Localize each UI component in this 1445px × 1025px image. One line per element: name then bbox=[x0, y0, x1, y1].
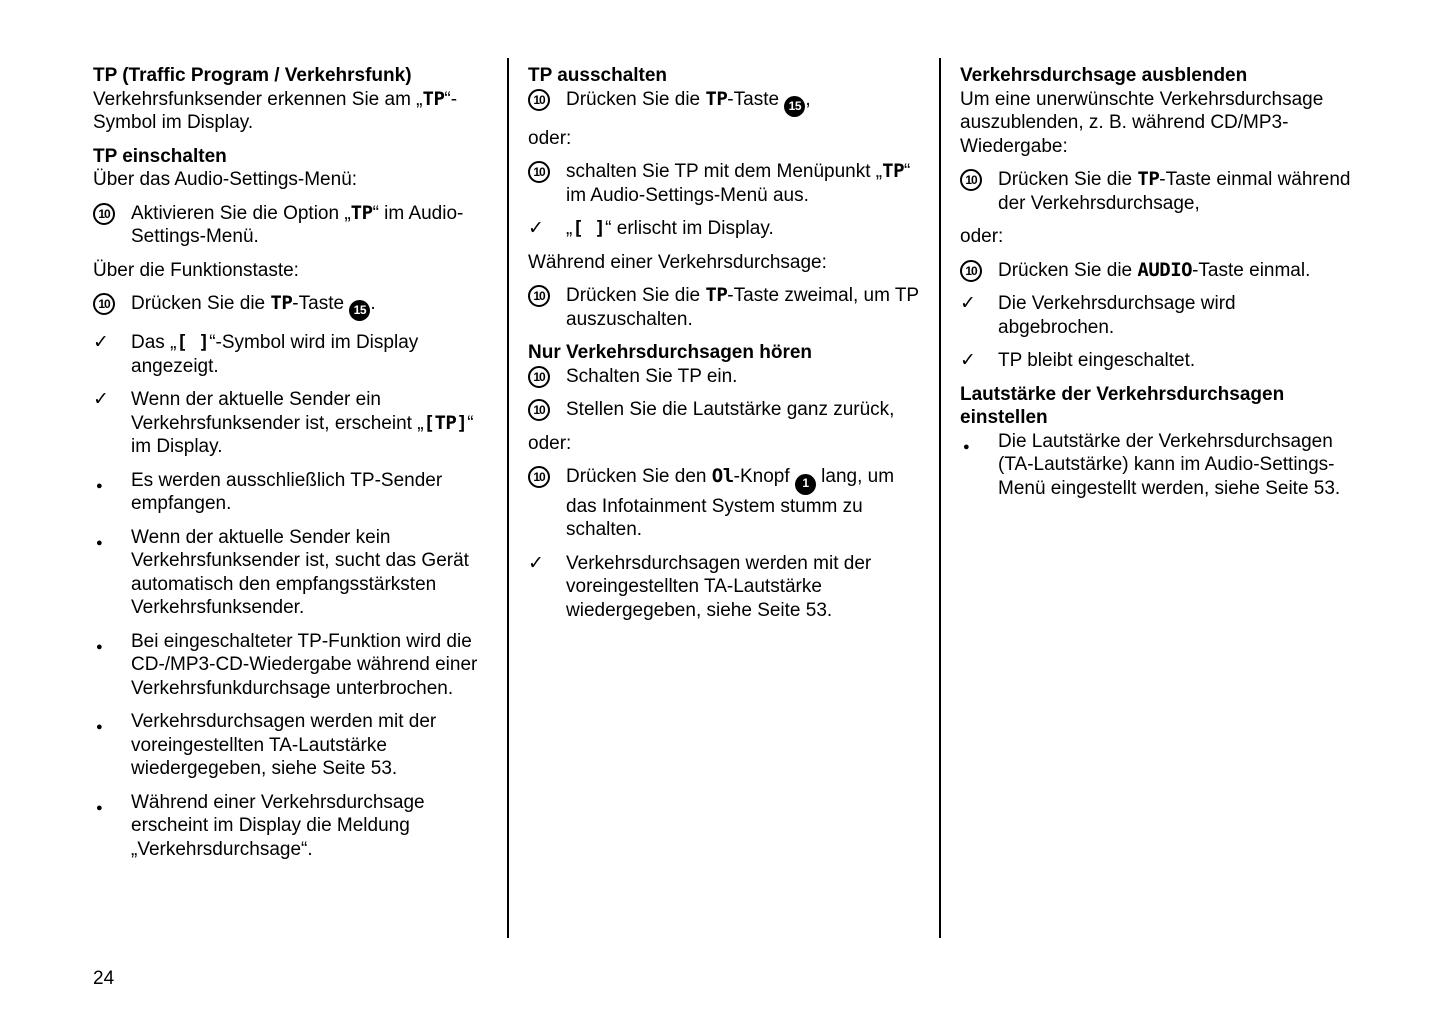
list-item-text bbox=[998, 168, 1354, 215]
list-item bbox=[528, 398, 922, 422]
list-item-text bbox=[566, 88, 922, 117]
list-item bbox=[93, 630, 487, 701]
bullet-icon: ● bbox=[96, 640, 103, 653]
column-divider bbox=[939, 58, 941, 938]
list-item-text bbox=[566, 160, 922, 207]
text-run: Drücken Sie die bbox=[566, 88, 706, 110]
list-item-text bbox=[131, 331, 487, 378]
column-1 bbox=[93, 54, 487, 871]
check-icon: ✓ bbox=[93, 332, 109, 354]
list-item bbox=[93, 331, 487, 378]
display-token: TP bbox=[1137, 168, 1160, 190]
bullet-icon: ● bbox=[96, 536, 103, 549]
display-token: TP bbox=[705, 284, 728, 307]
text-run: Wenn der aktuelle Sender kein Verkehrsfunksender ist, sucht das Gerät automatisch den empfangsstärksten Verkehrsfunksender. bbox=[131, 526, 469, 619]
display-token: [TP] bbox=[423, 411, 468, 434]
list-item-text bbox=[998, 430, 1354, 501]
page-number: 24 bbox=[93, 968, 115, 989]
text-run: TP einschalten bbox=[93, 145, 227, 167]
section-heading bbox=[960, 64, 1354, 88]
list-item-text bbox=[131, 630, 487, 701]
text-run: -Taste zweimal, um TP auszuschalten. bbox=[566, 285, 919, 330]
text-run: -Taste einmal. bbox=[1192, 259, 1311, 281]
section-heading bbox=[528, 341, 922, 365]
list-item-text bbox=[131, 526, 487, 620]
check-icon: ✓ bbox=[93, 389, 109, 411]
text-run: “ im Display. bbox=[131, 412, 474, 458]
paragraph bbox=[93, 88, 487, 135]
text-run: Wenn der aktuelle Sender ein Verkehrsfunksender ist, erscheint „ bbox=[131, 389, 424, 434]
list-item-text bbox=[566, 465, 922, 541]
text-run: . bbox=[370, 293, 376, 314]
list-item-text bbox=[131, 292, 487, 321]
list-item bbox=[93, 292, 487, 321]
list-item bbox=[528, 217, 922, 241]
bullet-icon: ● bbox=[96, 479, 103, 492]
text-run: Drücken Sie die bbox=[998, 169, 1138, 190]
callout-badge-icon: 1 bbox=[795, 474, 816, 495]
callout-10-icon: 10 bbox=[960, 169, 982, 191]
paragraph bbox=[93, 259, 487, 283]
text-run: -Knopf bbox=[733, 466, 795, 488]
section-heading bbox=[528, 64, 922, 88]
list-item-text bbox=[566, 217, 922, 241]
text-run: -Taste bbox=[292, 293, 350, 314]
list-item bbox=[93, 791, 487, 862]
text-run: Drücken Sie den bbox=[566, 466, 712, 488]
list-item-text bbox=[566, 398, 922, 422]
display-token: [ ] bbox=[176, 331, 210, 354]
list-item bbox=[960, 168, 1354, 215]
text-run: TP ausschalten bbox=[528, 65, 668, 86]
text-run: Schalten Sie TP ein. bbox=[566, 365, 738, 387]
text-run: Das „ bbox=[131, 332, 177, 354]
text-run: schalten Sie TP mit dem Menüpunkt „ bbox=[566, 161, 883, 183]
bullet-icon: ● bbox=[963, 440, 970, 453]
list-item bbox=[528, 160, 922, 207]
text-run: Drücken Sie die bbox=[566, 285, 706, 307]
text-run: Über das Audio-Settings-Menü: bbox=[93, 169, 358, 190]
display-token: TP bbox=[422, 87, 445, 110]
callout-10-icon: 10 bbox=[528, 89, 550, 111]
callout-10-icon: 10 bbox=[528, 285, 550, 307]
callout-10-icon: 10 bbox=[528, 161, 550, 183]
text-run: Verkehrsdurchsagen werden mit der voreingestellten TA-Lautstärke wiedergegeben, siehe Seite 53. bbox=[131, 711, 437, 780]
check-icon: ✓ bbox=[528, 218, 544, 240]
text-run: Es werden ausschließlich TP-Sender empfangen. bbox=[131, 469, 443, 515]
paragraph bbox=[93, 168, 487, 192]
text-run: Die Lautstärke der Verkehrsdurchsagen (TA-Lautstärke) kann im Audio-Settings-Menü eingestellt werden, siehe Seite 53. bbox=[998, 430, 1341, 499]
text-run: Während einer Verkehrsdurchsage erscheint im Display die Meldung „Verkehrsdurchsage“. bbox=[131, 791, 425, 860]
text-run: „ bbox=[566, 218, 573, 240]
callout-10-icon: 10 bbox=[93, 203, 115, 225]
list-item-text bbox=[566, 365, 922, 389]
text-run: “-Symbol wird im Display angezeigt. bbox=[131, 332, 419, 377]
display-token: AUDIO bbox=[1137, 258, 1193, 281]
text-run: Drücken Sie die bbox=[998, 259, 1138, 281]
callout-badge-icon: 15 bbox=[784, 96, 805, 117]
list-item-text bbox=[131, 388, 487, 459]
list-item-text bbox=[998, 349, 1354, 373]
display-token: TP bbox=[705, 87, 728, 110]
text-run: Die Verkehrsdurchsage wird abgebrochen. bbox=[998, 293, 1236, 338]
paragraph bbox=[528, 127, 922, 151]
column-2 bbox=[528, 54, 922, 632]
display-token: TP bbox=[882, 160, 905, 183]
list-item bbox=[960, 259, 1354, 283]
text-run: Während einer Verkehrsdurchsage: bbox=[528, 251, 827, 273]
callout-10-icon: 10 bbox=[528, 466, 550, 488]
text-run: “ erlischt im Display. bbox=[605, 218, 774, 240]
list-item bbox=[528, 552, 922, 623]
list-item-text bbox=[566, 284, 922, 331]
list-item bbox=[528, 88, 922, 117]
section-heading bbox=[93, 64, 487, 88]
list-item bbox=[93, 469, 487, 516]
paragraph bbox=[528, 432, 922, 456]
text-run: oder: bbox=[528, 432, 572, 454]
text-run: Nur Verkehrsdurchsagen hören bbox=[528, 342, 813, 364]
text-run: Verkehrsfunksender erkennen Sie am „ bbox=[93, 88, 423, 110]
text-run: Verkehrsdurchsage ausblenden bbox=[960, 65, 1248, 86]
text-run: TP bleibt eingeschaltet. bbox=[998, 350, 1196, 371]
list-item bbox=[93, 710, 487, 781]
list-item-text bbox=[131, 469, 487, 516]
display-token: Ol bbox=[711, 465, 734, 488]
text-run: Bei eingeschalteter TP-Funktion wird die CD-/MP3-CD-Wiedergabe während einer Verkehrsfunkdurchsage unterbrochen. bbox=[131, 630, 478, 699]
text-run: oder: bbox=[528, 127, 572, 149]
list-item-text bbox=[566, 552, 922, 623]
text-run: Aktivieren Sie die Option „ bbox=[131, 202, 351, 224]
list-item bbox=[528, 284, 922, 331]
bullet-icon: ● bbox=[96, 801, 103, 814]
text-run: , bbox=[805, 88, 811, 110]
paragraph bbox=[528, 251, 922, 275]
callout-10-icon: 10 bbox=[528, 399, 550, 421]
text-run: “ im Audio-Settings-Menü aus. bbox=[566, 161, 911, 206]
text-run: TP (Traffic Program / Verkehrsfunk) bbox=[93, 65, 412, 86]
check-icon: ✓ bbox=[960, 350, 976, 371]
text-run: “ im Audio-Settings-Menü. bbox=[131, 202, 464, 247]
column-divider bbox=[507, 58, 509, 938]
text-run: -Taste bbox=[727, 88, 785, 110]
check-icon: ✓ bbox=[960, 293, 976, 314]
text-run: lang, um das Infotainment System stumm zu schalten. bbox=[566, 466, 895, 540]
text-run: -Taste einmal während der Verkehrsdurchsage, bbox=[998, 169, 1351, 214]
list-item-text bbox=[131, 791, 487, 862]
callout-10-icon: 10 bbox=[960, 260, 982, 282]
callout-badge-icon: 15 bbox=[349, 300, 370, 321]
text-run: Um eine unerwünschte Verkehrsdurchsage auszublenden, z. B. während CD/MP3-Wiedergabe: bbox=[960, 88, 1324, 157]
text-run: Drücken Sie die bbox=[131, 293, 271, 314]
check-icon: ✓ bbox=[528, 552, 544, 574]
display-token: TP bbox=[350, 201, 373, 224]
list-item-text bbox=[131, 710, 487, 781]
list-item bbox=[93, 388, 487, 459]
display-token: TP bbox=[270, 292, 293, 314]
column-3 bbox=[960, 54, 1354, 510]
list-item bbox=[960, 430, 1354, 501]
list-item-text bbox=[998, 292, 1354, 339]
callout-10-icon: 10 bbox=[93, 293, 115, 315]
bullet-icon: ● bbox=[96, 721, 103, 734]
list-item-text bbox=[131, 202, 487, 249]
list-item bbox=[528, 365, 922, 389]
callout-10-icon: 10 bbox=[528, 366, 550, 388]
list-item bbox=[960, 349, 1354, 373]
text-run: “-Symbol im Display. bbox=[93, 88, 458, 133]
section-heading bbox=[960, 383, 1354, 430]
list-item bbox=[528, 465, 922, 541]
list-item bbox=[93, 202, 487, 249]
list-item-text bbox=[998, 259, 1354, 283]
text-run: Über die Funktionstaste: bbox=[93, 259, 299, 281]
text-run: Verkehrsdurchsagen werden mit der voreingestellten TA-Lautstärke wiedergegeben, siehe Seite 53. bbox=[566, 552, 872, 621]
paragraph bbox=[960, 88, 1354, 159]
paragraph bbox=[960, 225, 1354, 249]
text-run: oder: bbox=[960, 226, 1004, 247]
list-item bbox=[960, 292, 1354, 339]
section-heading bbox=[93, 145, 487, 169]
text-run: Lautstärke der Verkehrsdurchsagen einstellen bbox=[960, 383, 1285, 428]
list-item bbox=[93, 526, 487, 620]
text-run: Stellen Sie die Lautstärke ganz zurück, bbox=[566, 399, 895, 421]
display-token: [ ] bbox=[572, 217, 606, 240]
